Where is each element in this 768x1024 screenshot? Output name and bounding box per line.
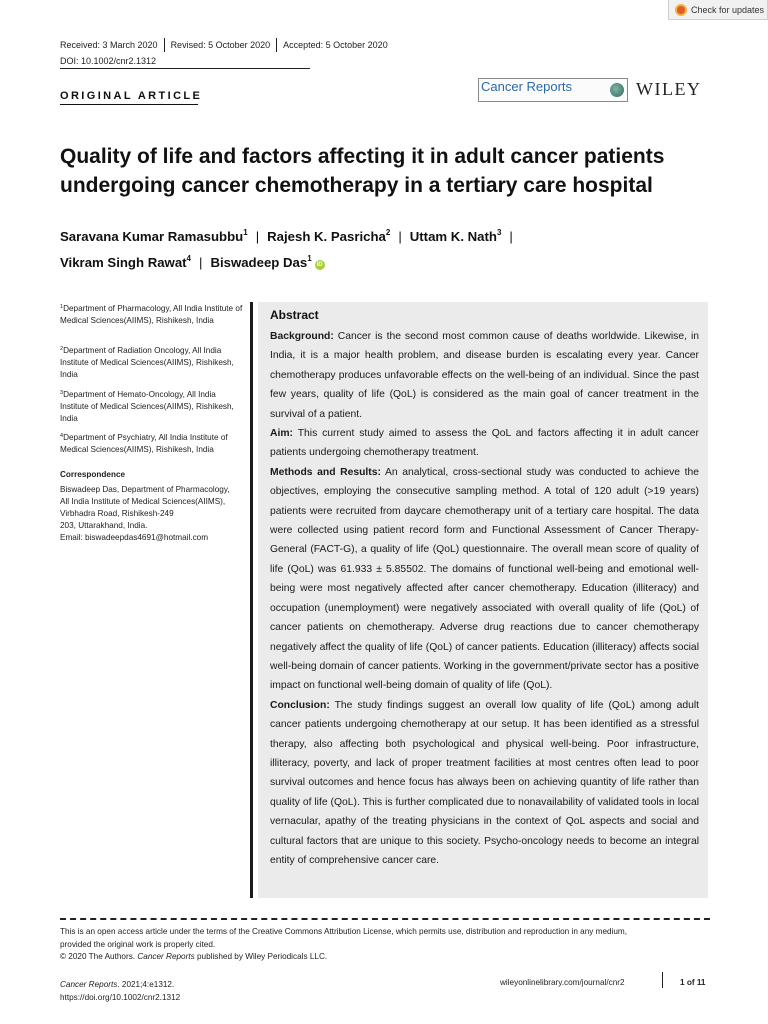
author-separator: | (199, 255, 203, 270)
publisher-logo: WILEY (636, 79, 702, 99)
footnote-divider (60, 918, 710, 920)
footer-divider (662, 972, 663, 988)
author-separator: | (255, 229, 260, 244)
abstract-heading: Abstract (270, 308, 319, 322)
header-rule (60, 68, 310, 69)
author-name[interactable]: Uttam K. Nath$^3$ (409, 228, 502, 244)
article-title: Quality of life and factors affecting it in adult cancer patients undergoing cancer chemotherapy in a tertiary care hospital (60, 145, 665, 197)
author-name[interactable]: Vikram Singh Rawat$^4$ (60, 254, 191, 270)
author-separator: | (509, 229, 513, 244)
license-notice (60, 926, 710, 964)
author-name[interactable]: Rajesh K. Pasricha$^2$ (267, 228, 391, 244)
affiliation: $^1$Department of Pharmacology, All India Institute of Medical Sciences(AIIMS), Rishikesh, India (60, 304, 243, 325)
affiliation: $^3$Department of Hemato-Oncology, All India Institute of Medical Sciences(AIIMS), Rishikesh, India (60, 390, 234, 423)
affiliation: $^2$Department of Radiation Oncology, All India Institute of Medical Sciences(AIIMS), Rishikesh, India (60, 346, 234, 379)
abstract-methods-results: Methods and Results: An analytical, cross-sectional study was conducted to achieve the objectives, employing the consecutive sampling method. A total of 120 adult (>19 years) patients were recruited from daycare chemotherapy unit of a tertiary care hospital. The data were collected using patient record form and Functional Assessment of Cancer Therapy-General (FACT-G), a quality of life (QoL) questionnaire. The overall mean score of quality of life (QoL) was 61.933 ± 5.85502. The domains of functional well-being and emotional well-being were most negatively affected after cancer chemotherapy. Education (illiteracy) and occupation (unemployment) were negatively associated with overall quality of life (QoL) of cancer patients on chemotherapy. Adverse drug reactions due to cancer chemotherapy negatively affect the quality of life (QoL) of cancer patients. Education (illiteracy) affects social well-being domain of cancer patients. Working in the government/private sector has a positive impact on functional well-being domain of quality of life (QoL). (270, 466, 700, 692)
license-line: This is an open access article under the terms of the Creative Commons Attribution License, which permits use, distribution and reproduction in any medium, (60, 927, 628, 936)
license-line: provided the original work is properly cited. (60, 939, 216, 949)
orcid-icon[interactable]: iD (316, 262, 323, 268)
abstract-aim: Aim: This current study aimed to assess the QoL and factors affecting it in adult cancer patients undergoing chemotherapy treatment. (270, 428, 699, 459)
abstract-background: Background: Cancer is the second most common cause of deaths worldwide. Likewise, in India, it is a major health problem, and disease burden is escalating every year. Cancer chemotherapy produces unfavorable effects on the well-being of an individual. Since the past few years, quality of life (QoL) is considered as the main goal of cancer treatment in the survival of a patient. (270, 331, 699, 420)
copyright-line: © 2020 The Authors. Cancer Reports published by Wiley Periodicals LLC. (60, 952, 328, 961)
update-badge-icon (675, 4, 687, 16)
affiliation: $^4$Department of Psychiatry, All India Institute of Medical Sciences(AIIMS), Rishikesh, India (60, 433, 228, 454)
check-for-updates-button[interactable] (668, 0, 768, 20)
correspondence-email[interactable]: Email: biswadeepdas4691@hotmail.com (60, 533, 209, 542)
author-list (60, 224, 720, 276)
accepted-date: Accepted: 5 October 2020 (283, 40, 388, 50)
globe-icon (610, 83, 624, 97)
correspondence-line: Virbhadra Road, Rishikesh-249 (60, 509, 174, 518)
correspondence-line: Biswadeep Das, Department of Pharmacology, (60, 485, 230, 494)
doi-header: DOI: 10.1002/cnr2.1312 (60, 56, 157, 66)
date-divider (276, 38, 277, 52)
author-name[interactable]: Saravana Kumar Ramasubbu$^1$ (60, 228, 248, 244)
author-separator: | (398, 229, 402, 244)
article-dates (60, 38, 388, 52)
doi-link[interactable]: https://doi.org/10.1002/cnr2.1312 (60, 993, 181, 1002)
abstract-body (270, 327, 699, 870)
abstract-conclusion: Conclusion: The study findings suggest an overall low quality of life (QoL) among adult cancer patients undergoing chemotherapy at our setup. It has been identified as a stressful therapy, also affecting both psychological and physical well-being. Poor infrastructure, illiteracy, poverty, and lack of proper treatment facilities at most centres often lead to poor survival outcomes and hence focus has always been on achieving quantity of life rather than quality of life (QoL). This is further complicated due to nonavailability of validated tools in local vernacular, apathy of the treating physicians in the context of QoL aspects and social and cultural factors that are unique to this society. Psycho-oncology needs to become an integral entity of comprehensive cancer care. (270, 699, 699, 866)
revised-date: Revised: 5 October 2020 (170, 40, 271, 50)
journal-url-link[interactable]: wileyonlinelibrary.com/journal/cnr2 (500, 978, 625, 987)
received-date: Received: 3 March 2020 (60, 40, 158, 50)
correspondence-line: All India Institute of Medical Sciences(AIIMS), (60, 497, 226, 506)
citation-line: Cancer Reports. 2021;4:e1312. (60, 980, 175, 989)
footer-citation (60, 978, 180, 1004)
page-number: 1 of 11 (680, 978, 706, 987)
correspondence-block (60, 484, 250, 544)
abstract-left-rule (250, 302, 253, 898)
check-for-updates-label: Check for updates (691, 4, 765, 15)
date-divider (164, 38, 165, 52)
article-type: ORIGINAL ARTICLE (60, 90, 203, 102)
correspondence-line: 203, Uttarakhand, India. (60, 521, 148, 530)
journal-logo-text: Cancer Reports (481, 79, 573, 94)
author-name[interactable]: Biswadeep Das$^1$ (210, 254, 312, 270)
article-type-underline (60, 104, 198, 105)
correspondence-heading: Correspondence (60, 470, 126, 479)
